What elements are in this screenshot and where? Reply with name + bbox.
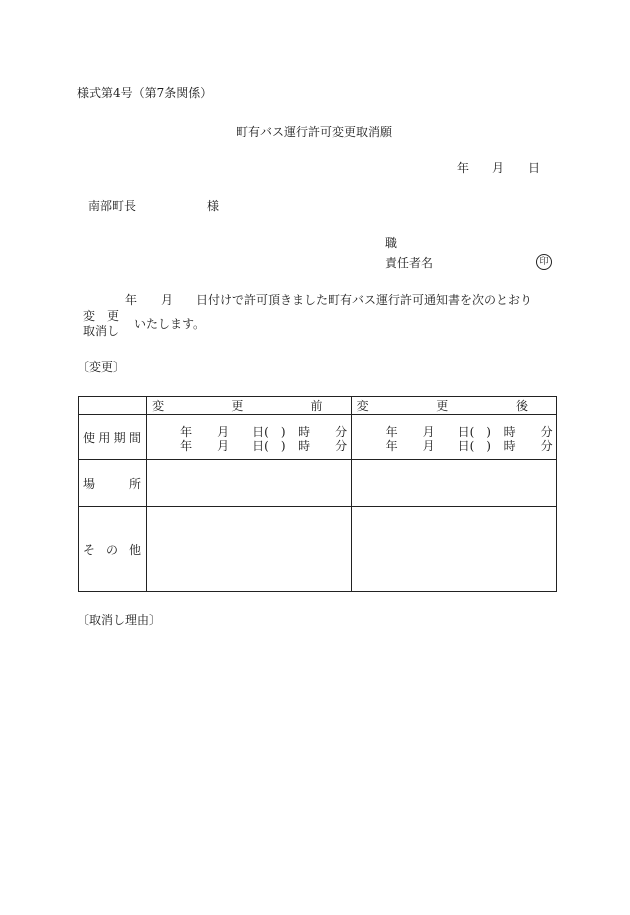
header-after-char: 後 (515, 399, 528, 413)
date-day-label: 日 (528, 161, 541, 175)
other-label-char: の (105, 542, 118, 557)
dt-day: 日( ) (457, 425, 491, 439)
dt-minute: 分 (335, 439, 348, 453)
dt-year: 年 (180, 439, 193, 453)
header-after-cell (351, 397, 556, 415)
responsible-name-label: 責任者名 (385, 256, 434, 270)
dt-minute: 分 (540, 425, 553, 439)
body-text-line1: 日付けで許可頂きました町有バス運行許可通知書を次のとおり (196, 293, 533, 307)
other-after-cell[interactable] (351, 507, 556, 592)
table-header-row (79, 397, 557, 415)
place-label-char: 場 (83, 476, 96, 491)
dt-day: 日( ) (252, 439, 286, 453)
dt-year: 年 (385, 425, 398, 439)
table-row-other (79, 507, 557, 592)
period-label-char: 用 (98, 430, 111, 445)
document-title: 町有バス運行許可変更取消願 (236, 125, 393, 139)
period-before-cell[interactable] (147, 415, 351, 460)
addressee-name: 南部町長 (88, 199, 137, 213)
dt-hour: 時 (298, 425, 311, 439)
dt-hour: 時 (503, 425, 516, 439)
addressee-honorific: 様 (207, 199, 220, 213)
table-row-place (79, 460, 557, 507)
other-before-cell[interactable] (147, 507, 351, 592)
period-after-start (352, 423, 556, 437)
dt-month: 月 (422, 439, 435, 453)
dt-year: 年 (385, 439, 398, 453)
place-label-char: 所 (128, 476, 141, 491)
form-number: 様式第4号（第7条関係） (77, 86, 213, 100)
dt-month: 月 (422, 425, 435, 439)
period-before-end (147, 437, 350, 451)
other-label-char: そ (83, 542, 96, 557)
body-text-line2: いたします。 (134, 317, 206, 331)
period-label-char: 期 (113, 430, 126, 445)
dt-day: 日( ) (457, 439, 491, 453)
dt-year: 年 (180, 425, 193, 439)
header-before-char: 変 (152, 399, 165, 413)
dt-month: 月 (217, 425, 230, 439)
table-row-period (79, 415, 557, 460)
change-table (78, 396, 557, 592)
date-year-label: 年 (457, 161, 470, 175)
dt-month: 月 (217, 439, 230, 453)
period-label-char: 使 (83, 430, 96, 445)
dt-hour: 時 (503, 439, 516, 453)
dt-hour: 時 (298, 439, 311, 453)
body-month-label: 月 (161, 293, 174, 307)
header-before-char: 前 (310, 399, 323, 413)
header-before-cell (147, 397, 351, 415)
place-label-cell (79, 460, 147, 507)
seal-mark: 印 (536, 254, 552, 270)
place-before-cell[interactable] (147, 460, 351, 507)
period-label-cell (79, 415, 147, 460)
change-heading: 〔変更〕 (77, 360, 126, 374)
place-after-cell[interactable] (351, 460, 556, 507)
period-before-start (147, 423, 350, 437)
header-before-char: 更 (231, 399, 244, 413)
header-blank-cell (79, 397, 147, 415)
header-after-char: 変 (356, 399, 369, 413)
body-year-label: 年 (125, 293, 138, 307)
position-label: 職 (385, 236, 398, 250)
option-change: 変 更 (83, 309, 120, 323)
option-cancel: 取消し (83, 324, 120, 338)
dt-day: 日( ) (252, 425, 286, 439)
dt-minute: 分 (335, 425, 348, 439)
period-label-char: 間 (128, 430, 141, 445)
date-month-label: 月 (492, 161, 505, 175)
cancel-reason-heading: 〔取消し理由〕 (77, 613, 162, 627)
period-after-cell[interactable] (351, 415, 556, 460)
header-after-char: 更 (436, 399, 449, 413)
other-label-char: 他 (128, 542, 141, 557)
period-after-end (352, 437, 556, 451)
dt-minute: 分 (540, 439, 553, 453)
other-label-cell (79, 507, 147, 592)
